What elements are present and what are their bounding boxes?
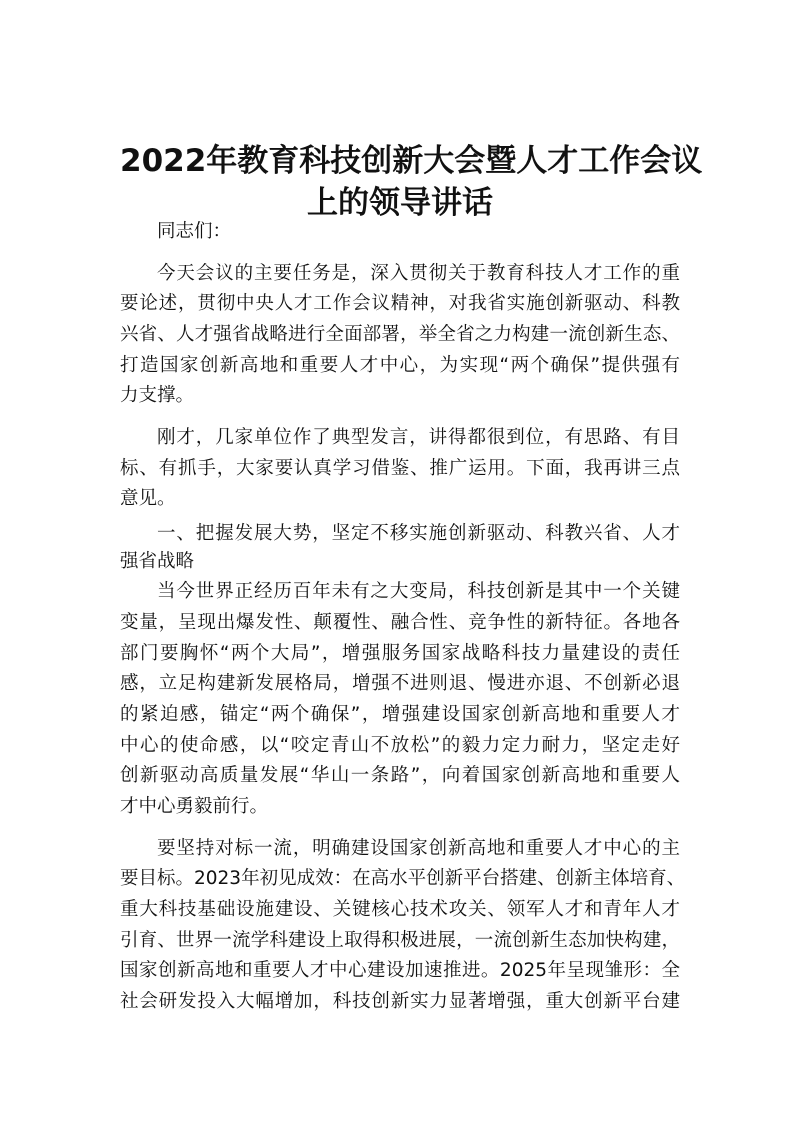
salutation: 同志们：	[157, 221, 232, 242]
paragraph-line: 创新驱动高质量发展“华山一条路”，向着国家创新高地和重要人	[120, 765, 680, 786]
paragraph-line: 感，立足构建新发展格局，增强不进则退、慢进亦退、不创新必退	[120, 673, 680, 694]
document-title-line-1: 2022年教育科技创新大会暨人才工作会议	[120, 143, 703, 179]
paragraph-line: 要目标。2023年初见成效：在高水平创新平台搭建、创新主体培育、	[120, 868, 686, 889]
paragraph-line: 今天会议的主要任务是，深入贯彻关于教育科技人才工作的重	[157, 263, 680, 284]
paragraph-line: 部门要胸怀“两个大局”，增强服务国家战略科技力量建设的责任	[120, 643, 680, 664]
paragraph-line: 打造国家创新高地和重要人才中心，为实现“两个确保”提供强有	[120, 355, 680, 376]
heading-line: 一、把握发展大势，坚定不移实施创新驱动、科教兴省、人才	[157, 523, 680, 544]
paragraph-line: 的紧迫感，锚定“两个确保”，增强建设国家创新高地和重要人才	[120, 704, 680, 725]
paragraph-line: 国家创新高地和重要人才中心建设加速推进。2025年呈现雏形：全	[120, 960, 680, 981]
document-title-line-2: 上的领导讲话	[307, 185, 493, 221]
paragraph-line: 兴省、人才强省战略进行全面部署，举全省之力构建一流创新生态、	[120, 324, 680, 345]
paragraph-line: 要坚持对标一流，明确建设国家创新高地和重要人才中心的主	[157, 838, 680, 859]
paragraph-line: 当今世界正经历百年未有之大变局，科技创新是其中一个关键	[157, 581, 680, 602]
paragraph-line: 中心的使命感，以“咬定青山不放松”的毅力定力耐力，坚定走好	[120, 735, 680, 756]
paragraph-line: 变量，呈现出爆发性、颠覆性、融合性、竞争性的新特征。各地各	[120, 612, 680, 633]
paragraph-line: 力支撑。	[120, 385, 195, 406]
paragraph-line: 要论述，贯彻中央人才工作会议精神，对我省实施创新驱动、科教	[120, 293, 680, 314]
paragraph-line: 才中心勇毅前行。	[120, 796, 269, 817]
paragraph-line: 意见。	[120, 488, 176, 509]
paragraph-line: 社会研发投入大幅增加，科技创新实力显著增强，重大创新平台建	[120, 991, 680, 1012]
paragraph-line: 重大科技基础设施建设、关键核心技术攻关、领军人才和青年人才	[120, 899, 680, 920]
heading-line: 强省战略	[120, 551, 195, 572]
paragraph-line: 标、有抓手，大家要认真学习借鉴、推广运用。下面，我再讲三点	[120, 458, 680, 479]
paragraph-line: 引育、世界一流学科建设上取得积极进展，一流创新生态加快构建，	[120, 930, 680, 951]
paragraph-line: 刚才，几家单位作了典型发言，讲得都很到位，有思路、有目	[157, 427, 680, 448]
